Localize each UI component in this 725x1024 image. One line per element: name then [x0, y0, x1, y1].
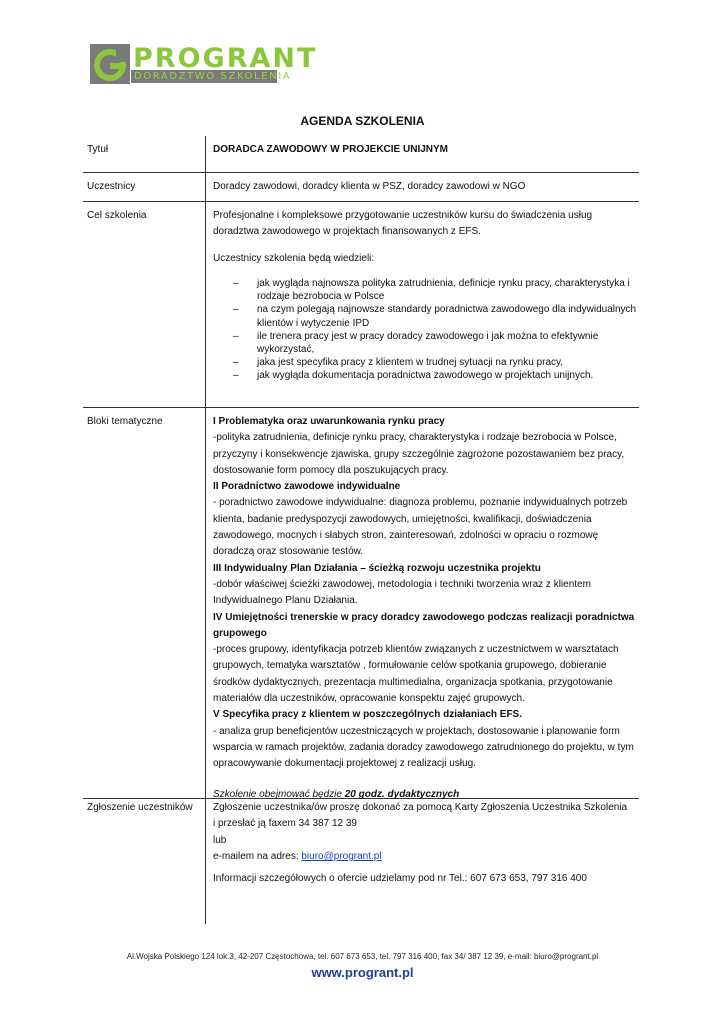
logo-name: PROGRANT	[133, 43, 318, 74]
block-text: -polityka zatrudnienia, definicje rynku pracy, charakterystyka i rodzaje bezrobocia w Polsce, przyczyny i konsekwencje zjawiska, grupy szczególnie zagrożone pozostawaniem bez pracy, dostosowanie form pomocy dla poszukujących pracy.	[213, 432, 625, 476]
block-text: -dobór właściwej ścieżki zawodowej, metodologia i techniki tworzenia wraz z klientem Indywidualnego Planu Działania.	[213, 578, 591, 607]
email-link[interactable]: biuro@progrant.pl	[301, 850, 382, 862]
list-item: – ile trenera pracy jest w pracy doradcy zawodowego i jak można to efektywnie wykorzystać,	[233, 330, 599, 355]
block-text: - analiza grup beneficjentów uczestniczących w projektach, dostosowanie i planowanie form wsparcia w ramach projektów, zadania doradcy zawodowego zatrudnionego do projektu, w tym opracowywanie dokumentacji projektowej z realizacji usług.	[213, 725, 634, 770]
value-participants: Doradcy zawodowi, doradcy klienta w PSZ, doradcy zawodowi w NGO	[205, 173, 639, 201]
registration-line: Zgłoszenie uczestnika/ów proszę dokonać za pomocą Karty Zgłoszenia Uczestnika Szkolenia	[213, 802, 628, 813]
list-item: – jak wygląda dokumentacja poradnictwa zawodowego w projektach unijnych.	[233, 370, 594, 382]
block-text: -proces grupowy, identyfikacja potrzeb klientów związanych z uczestnictwem w warsztatach grupowych, tematyka warsztatów , formułowanie celów spotkania grupowego, dobieranie środków dydaktycznych, prezentacja multimedialna, organizacja spotkania, przygotowanie materiałów dla uczestników, opracowanie konspektu zajęć grupowych.	[213, 644, 619, 705]
agenda-table	[83, 136, 639, 924]
block-heading: IV Umiejętności trenerskie w pracy doradcy zawodowego podczas realizacji poradnictwa grupowego	[213, 611, 635, 639]
list-item: – jaka jest specyfika pracy z klientem w trudnej sytuacji na rynku pracy,	[233, 357, 564, 369]
list-item: – na czym polegają najnowsze standardy poradnictwa zawodowego dla indywidualnych klientów i wytyczenie IPD	[233, 304, 637, 329]
value-blocks	[205, 408, 639, 798]
registration-info: Informacji szczegółowych o ofercie udzielamy pod nr Tel.: 607 673 653, 797 316 400	[213, 873, 587, 885]
value-registration	[205, 799, 639, 924]
block-heading: V Specyfika pracy z klientem w poszczególnych działaniach EFS.	[213, 709, 522, 721]
goal-list	[213, 277, 639, 383]
row-blocks	[83, 408, 639, 798]
label-title: Tytuł	[87, 144, 109, 155]
list-item: – jak wygląda najnowsza polityka zatrudnienia, definicje rynku pracy, charakterystyka i rodzaje bezrobocia w Polsce	[233, 277, 630, 303]
value-title: DORADCA ZAWODOWY W PROJEKCIE UNIJNYM	[205, 136, 639, 172]
hours-note: Szkolenie obejmować będzie 20 godz. dydaktycznych	[213, 788, 460, 800]
value-goal	[205, 202, 639, 407]
row-registration	[83, 798, 639, 924]
footer-address: Al.Wojska Polskiego 124 lok.3, 42-207 Częstochowa, tel. 607 673 653, tel. 797 316 400, fax 34/ 387 12 39, e-mail: biuro@progrant.pl	[126, 952, 599, 961]
registration-email: e-mailem na adres: biuro@progrant.pl	[213, 850, 382, 862]
label-participants: Uczestnicy	[87, 181, 136, 192]
page-title: AGENDA SZKOLENIA	[300, 114, 425, 128]
goal-lead: Uczestnicy szkolenia będą wiedzieli:	[213, 252, 375, 264]
block-heading: III Indywidualny Plan Działania – ścieżką rozwoju uczestnika projektu	[213, 562, 541, 574]
row-goal	[83, 202, 639, 408]
block-heading: II Poradnictwo zawodowe indywidualne	[213, 481, 401, 493]
company-logo	[90, 43, 318, 84]
registration-or: lub	[213, 834, 227, 846]
logo-g-icon	[90, 44, 130, 84]
row-title	[83, 136, 639, 173]
row-participants	[83, 173, 639, 202]
footer-website[interactable]: www.progrant.pl	[311, 965, 414, 980]
registration-fax: i przesłać ją faxem 34 387 12 39	[213, 818, 357, 830]
label-blocks: Bloki tematyczne	[87, 416, 163, 427]
block-heading: I Problematyka oraz uwarunkowania rynku pracy	[213, 416, 445, 427]
label-goal: Cel szkolenia	[87, 210, 147, 221]
label-registration: Zgłoszenie uczestników	[87, 802, 193, 813]
block-text: - poradnictwo zawodowe indywidualne: diagnoza problemu, poznanie indywidualnych potrzeb klienta, badanie predyspozycji zawodowych, umiejętności, kwalifikacji, doświadczenia zawodowego, mocnych i słabych stron, zainteresowań, zdolności w opraciu o rozmowę doradczą oraz stosowanie testów.	[213, 497, 628, 558]
goal-intro: Profesjonalne i kompleksowe przygotowanie uczestników kursu do świadczenia usług doradztwa zawodowego w projektach finansowanych z EFS.	[213, 210, 593, 238]
logo-tagline: DORADZTWO SZKOLENIA	[134, 71, 292, 82]
